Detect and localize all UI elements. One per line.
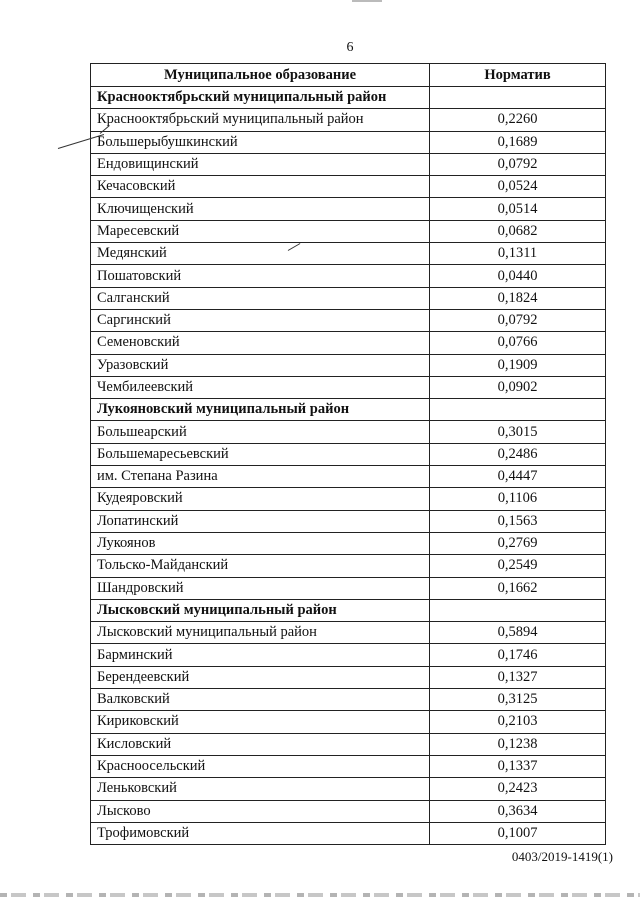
municipality-name: Леньковский	[91, 778, 430, 800]
municipality-name: Ендовищинский	[91, 153, 430, 175]
table-row	[91, 577, 606, 599]
table-row	[91, 733, 606, 755]
table-body	[91, 87, 606, 845]
table-row	[91, 309, 606, 331]
table-row	[91, 622, 606, 644]
municipality-name: Краснооктябрьский муниципальный район	[91, 109, 430, 131]
table-row	[91, 689, 606, 711]
table-row	[91, 287, 606, 309]
table-header-row	[91, 64, 606, 87]
table-row	[91, 354, 606, 376]
norm-value: 0,4447	[430, 466, 606, 488]
norm-value	[430, 399, 606, 421]
norm-value: 0,0682	[430, 220, 606, 242]
municipality-name: Тольско-Майданский	[91, 555, 430, 577]
municipality-name: Уразовский	[91, 354, 430, 376]
table-row	[91, 109, 606, 131]
municipality-name: Берендеевский	[91, 666, 430, 688]
municipality-name: Лукоянов	[91, 532, 430, 554]
table-row	[91, 666, 606, 688]
header-municipality: Муниципальное образование	[91, 64, 430, 87]
norm-value: 0,1106	[430, 488, 606, 510]
norm-value: 0,0440	[430, 265, 606, 287]
table-row	[91, 466, 606, 488]
district-name: Краснооктябрьский муниципальный район	[91, 87, 430, 109]
municipality-name: Трофимовский	[91, 822, 430, 844]
table-row	[91, 198, 606, 220]
norm-value: 0,2486	[430, 443, 606, 465]
table-row	[91, 822, 606, 844]
table-row	[91, 176, 606, 198]
norm-value: 0,3634	[430, 800, 606, 822]
district-name: Лукояновский муниципальный район	[91, 399, 430, 421]
municipality-name: Ключищенский	[91, 198, 430, 220]
norm-value: 0,2103	[430, 711, 606, 733]
table-row	[91, 510, 606, 532]
norm-value: 0,2769	[430, 532, 606, 554]
table-row	[91, 800, 606, 822]
norm-value: 0,1689	[430, 131, 606, 153]
norm-value: 0,0902	[430, 376, 606, 398]
document-code: 0403/2019-1419(1)	[511, 849, 613, 864]
table-row	[91, 131, 606, 153]
municipality-name: Большемаресьевский	[91, 443, 430, 465]
table-row	[91, 644, 606, 666]
norm-value: 0,0766	[430, 332, 606, 354]
norm-value: 0,1662	[430, 577, 606, 599]
municipality-name: Кудеяровский	[91, 488, 430, 510]
table-row	[91, 555, 606, 577]
norm-value: 0,1007	[430, 822, 606, 844]
norm-value: 0,1327	[430, 666, 606, 688]
table-row	[91, 488, 606, 510]
norm-value: 0,1909	[430, 354, 606, 376]
table-row	[91, 153, 606, 175]
scan-edge-noise	[0, 893, 640, 897]
table-row	[91, 376, 606, 398]
norm-value: 0,5894	[430, 622, 606, 644]
norm-value: 0,2549	[430, 555, 606, 577]
table-row	[91, 421, 606, 443]
district-name: Лысковский муниципальный район	[91, 599, 430, 621]
municipality-name: Медянский	[91, 243, 430, 265]
municipality-name: Маресевский	[91, 220, 430, 242]
municipality-name: Лысковский муниципальный район	[91, 622, 430, 644]
municipality-name: Кириковский	[91, 711, 430, 733]
norm-value	[430, 599, 606, 621]
norm-value: 0,2260	[430, 109, 606, 131]
municipality-name: Барминский	[91, 644, 430, 666]
norm-value	[430, 87, 606, 109]
norm-value: 0,0524	[430, 176, 606, 198]
municipality-name: Валковский	[91, 689, 430, 711]
norm-value: 0,0514	[430, 198, 606, 220]
norm-value: 0,1311	[430, 243, 606, 265]
municipality-name: Пошатовский	[91, 265, 430, 287]
table-row	[91, 265, 606, 287]
norm-value: 0,1238	[430, 733, 606, 755]
municipality-name: Чембилеевский	[91, 376, 430, 398]
norm-value: 0,1746	[430, 644, 606, 666]
municipality-name: Кисловский	[91, 733, 430, 755]
district-header-row	[91, 599, 606, 621]
table-row	[91, 755, 606, 777]
table-row	[91, 778, 606, 800]
municipality-name: Красноосельский	[91, 755, 430, 777]
norm-value: 0,0792	[430, 153, 606, 175]
municipality-name: Лысково	[91, 800, 430, 822]
norm-value: 0,3125	[430, 689, 606, 711]
municipality-name: им. Степана Разина	[91, 466, 430, 488]
table-row	[91, 532, 606, 554]
table-row	[91, 220, 606, 242]
table-row	[91, 443, 606, 465]
norm-table	[90, 63, 606, 845]
table-row	[91, 243, 606, 265]
header-norm: Норматив	[430, 64, 606, 87]
municipality-name: Кечасовский	[91, 176, 430, 198]
municipality-name: Семеновский	[91, 332, 430, 354]
municipality-name: Лопатинский	[91, 510, 430, 532]
norm-value: 0,1337	[430, 755, 606, 777]
table-row	[91, 332, 606, 354]
norm-value: 0,2423	[430, 778, 606, 800]
municipality-name: Шандровский	[91, 577, 430, 599]
municipality-name: Большерыбушкинский	[91, 131, 430, 153]
municipality-name: Большеарский	[91, 421, 430, 443]
norm-value: 0,1824	[430, 287, 606, 309]
scan-dot	[352, 0, 382, 2]
district-header-row	[91, 399, 606, 421]
page-number: 6	[346, 40, 354, 55]
table-row	[91, 711, 606, 733]
norm-value: 0,0792	[430, 309, 606, 331]
municipality-name: Саргинский	[91, 309, 430, 331]
norm-value: 0,1563	[430, 510, 606, 532]
municipality-name: Салганский	[91, 287, 430, 309]
district-header-row	[91, 87, 606, 109]
norm-value: 0,3015	[430, 421, 606, 443]
